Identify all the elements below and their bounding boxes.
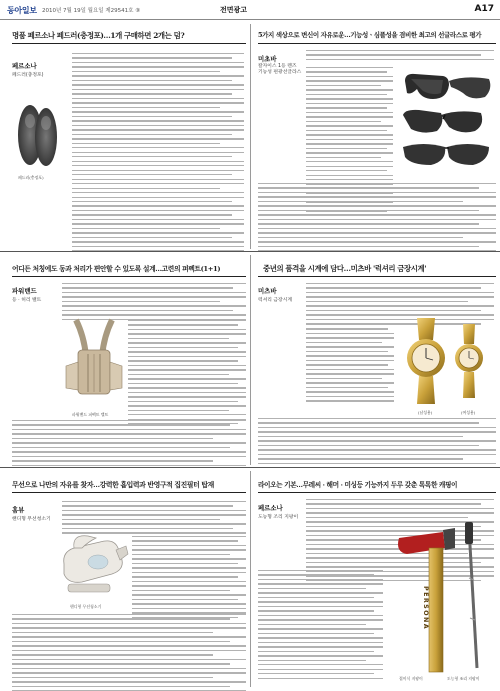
ad-sunglasses (251, 21, 500, 251)
newspaper-logo: 동아일보 (7, 6, 37, 15)
ad-watch-company: 미츠바 (258, 287, 277, 295)
vacuum-caption: 핸디형 무선청소기 (70, 604, 102, 609)
ad-insole-company: 페르소나 (12, 62, 37, 70)
multitool-caption-axe: 도능형 조리 지팡이 (447, 676, 480, 681)
ad-posture (0, 252, 250, 467)
sunglasses-image (397, 67, 497, 177)
ad-vacuum (0, 468, 250, 691)
ad-multitool-sub: 도능형 조리 지팡이 (258, 515, 299, 520)
vacuum-image (62, 534, 128, 598)
page-number: A17 (474, 4, 494, 14)
issue-date: 2010년 7월 19일 월요일 제29541호 ⑨ (42, 8, 141, 14)
title-rule (258, 492, 496, 493)
ad-multitool-company: 페르소나 (258, 504, 283, 512)
multitool-caption-pole: 접이식 지팡이 (399, 676, 423, 681)
ad-posture-company: 파워밴드 (12, 287, 37, 295)
ad-watch-sub: 럭셔리 금장시계 (258, 298, 292, 303)
section-title: 전면광고 (220, 6, 248, 14)
ad-watch (251, 252, 500, 467)
gold-watch-image (399, 318, 494, 408)
ad-vacuum-sub: 핸디형 무선청소기 (12, 517, 51, 522)
ad-posture-sub: 등 · 허리 밸트 (12, 298, 42, 303)
ad-insole (0, 21, 250, 251)
posture-brace-image (64, 316, 124, 406)
posture-caption: 파워밴드 퍼펙트 밸트 (72, 412, 109, 417)
title-rule (258, 43, 496, 44)
ad-vacuum-body-right (132, 536, 246, 621)
title-rule (258, 276, 496, 277)
ad-insole-title: 명품 페르소나 페드러(충정포)…1개 구매하면 2개는 덤? (12, 31, 185, 40)
title-rule (12, 492, 246, 493)
ad-vacuum-body-top (62, 501, 246, 537)
ad-sunglasses-company: 미초바 (258, 55, 277, 63)
ad-sunglasses-sub: 칼자이스 1등 렌즈 기능성 편광선글라스 (258, 64, 302, 75)
ad-vacuum-title: 무선으로 나만의 자유를 찾자…강력한 흡입력과 반영구적 집진필터 탑재 (12, 481, 214, 489)
ad-multitool-body-left (258, 570, 383, 682)
ad-posture-title: 어디든 처칭에도 동과 처리가 편안할 수 있도록 설계…고련의 퍼펙트(1+1) (12, 265, 221, 273)
multitool-brand-text: PERSONA (422, 586, 430, 631)
insole-caption: 페드러(충정포) (18, 175, 44, 180)
multitool-image (389, 518, 494, 678)
ad-watch-body-left (306, 324, 394, 405)
ad-vacuum-body-bottom (12, 614, 246, 691)
watch-caption-female: (여성용) (461, 410, 476, 415)
title-rule (12, 43, 246, 44)
ad-insole-sub: 페드러(충정포) (12, 73, 44, 78)
title-rule (12, 276, 246, 277)
masthead (0, 0, 500, 20)
watch-caption-male: (남성용) (418, 410, 433, 415)
ad-multitool (251, 468, 500, 691)
ad-insole-body (72, 53, 244, 251)
ad-posture-body-bottom (12, 420, 246, 467)
ad-vacuum-company: 홈뷰 (12, 506, 25, 514)
ad-sunglasses-body-bottom (258, 183, 496, 251)
ad-sunglasses-title: 5가지 색상으로 변신이 자유로운…기능성ㆍ심플성을 겸비한 최고의 선글라스로 평가 (258, 31, 482, 39)
ad-sunglasses-body-top (306, 50, 494, 63)
ad-watch-body-bottom (258, 418, 496, 467)
ad-posture-body-right (128, 320, 246, 428)
ad-multitool-title: 라이오는 기본…무레씨 · 해머 · 미싱등 기능까지 두루 갖춘 톡톡한 캐핑이 (258, 481, 458, 489)
ad-watch-title: 중년의 품격을 시계에 담다…미츠바 '럭셔리 금장시계' (263, 264, 427, 273)
insole-image (12, 101, 62, 171)
